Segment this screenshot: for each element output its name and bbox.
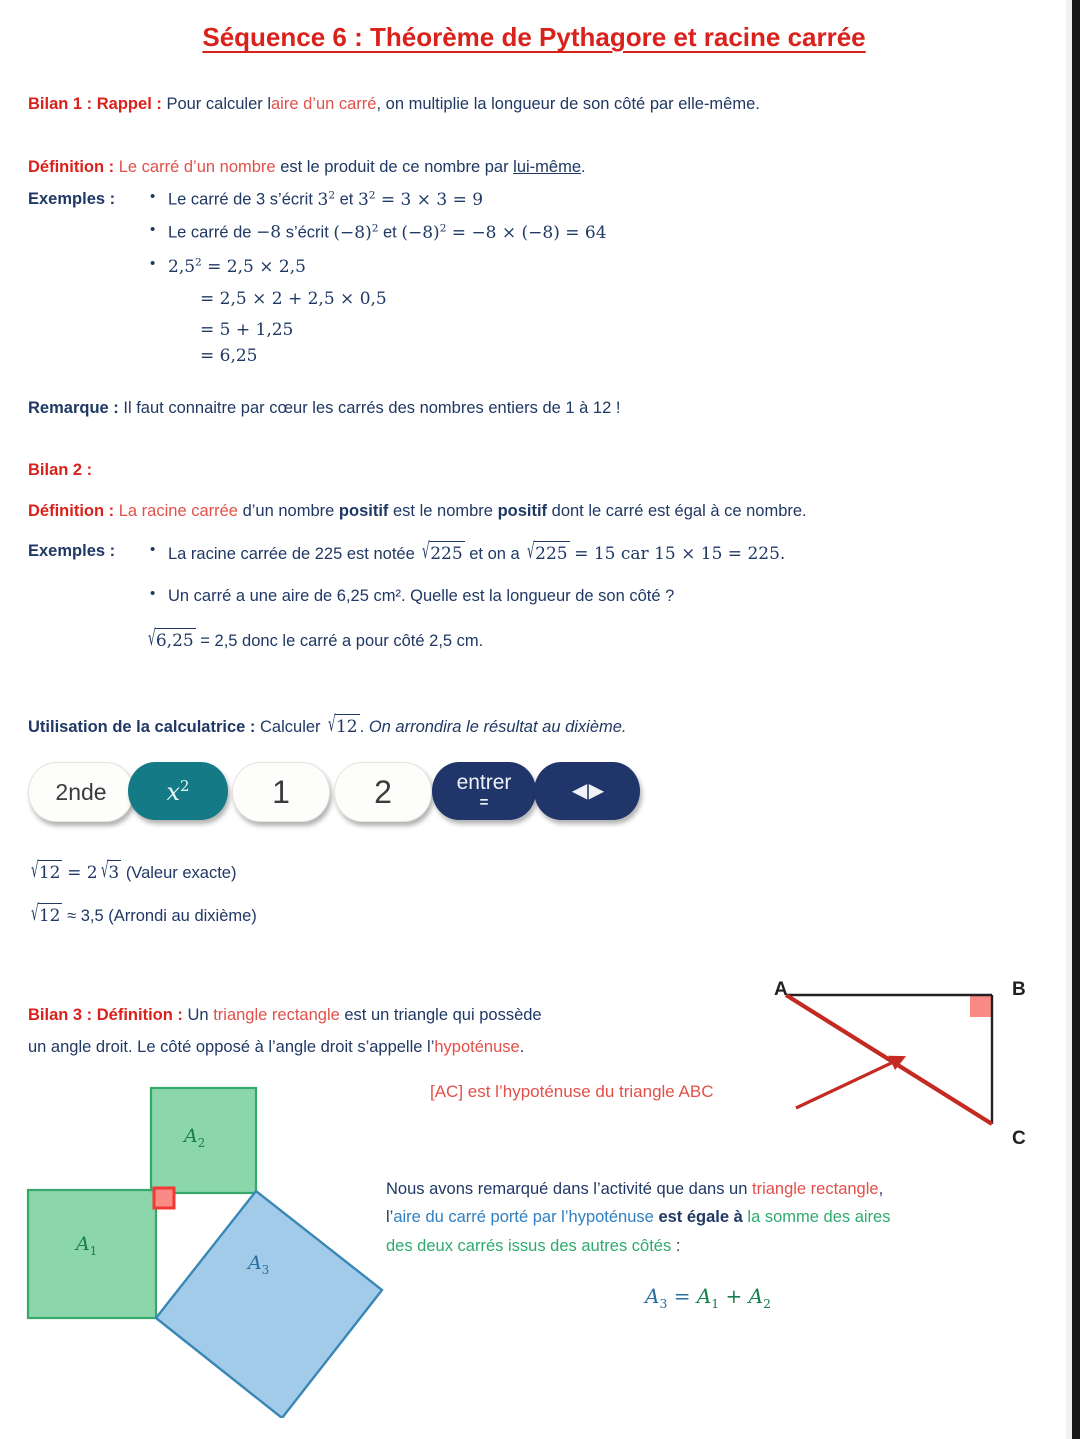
examples1-cont-0: = 2,5 × 2 + 2,5 × 0,5 [200,289,387,309]
formula-a2: $A_2$ [748,1284,771,1311]
bilan1-highlight: aire d’un carré [271,95,377,113]
remarque-line [28,397,620,419]
vertex-label-b: B [1012,979,1026,1000]
result-rounded-rest: ≈ 3,5 (Arrondi au dixième) [67,907,257,925]
calc-key-2-label: 2 [374,774,392,810]
bilan3-text-a: Un [187,1006,209,1024]
definition2-text-b: d’un nombre [242,502,335,520]
conclusion-line1-a: Nous avons remarqué dans l’activité que dans un [386,1180,748,1198]
right-angle-marker [970,995,992,1017]
sqrt-625: √6,25 [148,625,194,652]
definition1-underlined: lui-même [513,158,582,176]
bilan3-label: Bilan 3 : Définition : [28,1006,183,1024]
calc-key-2nde-label: 2nde [55,778,107,805]
definition2-bold2: positif [497,502,548,520]
bilan3-highlight1: triangle rectangle [213,1006,340,1024]
right-angle-marker-squares [154,1188,174,1208]
examples2-item1-a: La racine carrée de 225 est notée [168,545,415,563]
examples2-label: Exemples : [28,542,116,560]
examples2-item3-text: = 2,5 donc le carré a pour côté 2,5 cm. [200,632,484,650]
definition1-line [28,156,586,178]
examples1-item-1: • Le carré de −8 s’écrit $(-8)^2$ et $(-8)^2 = -8 \times (-8) = 64$ [168,221,607,245]
examples1-cont-2: = 6,25 [200,346,258,366]
vertex-label-a: A [774,979,788,1000]
formula-a3: $A_3$ [645,1284,668,1311]
calc-key-arrows-label: ◀ ▶ [571,780,603,802]
sqrt-12-exact: √12 [31,857,61,884]
examples2-item-0 [168,538,786,566]
bilan3-line1 [28,1004,542,1026]
bilan3-line2 [28,1036,524,1058]
definition2-text-c: est le nombre [393,502,493,520]
calc-key-1[interactable] [232,762,330,822]
conclusion-line2 [386,1206,1016,1228]
page-title: Séquence 6 : Théorème de Pythagore et racine carrée [202,22,866,52]
definition2-text-a: La racine carrée [118,502,238,520]
definition1-text-a: Le carré d’un nombre [118,158,276,176]
formula-a1: $A_1$ [696,1284,720,1311]
examples2-item1-c: = 15 car 15 × 15 = 225. [574,544,786,564]
conclusion-line2-green: la somme des aires [747,1208,891,1227]
definition2-bold1: positif [338,502,389,520]
bilan1-line [28,93,760,115]
square-a3 [156,1191,382,1418]
remarque-text: Il faut connaitre par cœur les carrés des nombres entiers de 1 à 12 ! [123,399,621,417]
square-label-a2: $A_2$ [184,1125,206,1150]
square-label-a1: $A_1$ [76,1233,98,1258]
bilan3-text-b: est un triangle qui possède [344,1006,542,1024]
bilan1-text-a: Pour calculer l [166,95,271,113]
calc-key-square[interactable] [128,762,228,820]
result-exact-line [28,857,237,885]
sqrt-3-exact: √3 [100,857,120,884]
calc-key-arrows[interactable] [534,762,640,820]
page-edge-shadow [1072,0,1080,1439]
conclusion-line2-b: est égale à [658,1208,743,1227]
calculatrice-label: Utilisation de la calculatrice : [28,718,256,736]
conclusion-line3 [386,1235,1016,1257]
sqrt-225-second: √225 [527,538,568,565]
conclusion-line1-b: , [878,1180,884,1198]
examples2-item-2 [145,625,484,653]
calc-key-entrer[interactable] [432,762,536,820]
formula-plus: + [725,1284,743,1308]
calc-key-entrer-label: entrer [456,771,512,794]
conclusion-line2-a: l’ [386,1208,394,1227]
bilan1-label: Bilan 1 : Rappel : [28,95,162,113]
examples1-label: Exemples : [28,190,116,208]
segment-ac-hypotenuse [786,995,992,1124]
examples2-item-1: • Un carré a une aire de 6,25 cm². Quelle est la longueur de son côté ? [168,585,674,607]
bilan1-text-b: , on multiplie la longueur de son côté par elle-même. [376,95,760,113]
sqrt-12-statement: √12 [328,711,358,738]
bilan3-line2-b: . [519,1038,525,1056]
bilan3-line2-a: un angle droit. Le côté opposé à l’angle droit s’appelle l’ [28,1038,435,1056]
examples1-item-2: • $2,5^2 = 2,5 \times 2,5$ [168,255,306,279]
definition2-line [28,500,807,522]
definition1-text-c: . [581,158,586,176]
examples1-cont-1: = 5 + 1,25 [200,320,294,340]
calc-key-2nde[interactable] [28,762,134,822]
examples1-item-0: • Le carré de 3 s’écrit $3^2$ et $3^2 = 3 \times 3 = 9$ [168,188,483,212]
definition2-text-d: dont le carré est égal à ce nombre. [551,502,807,520]
sqrt-225-first: √225 [422,538,463,565]
bilan3-highlight2: hypoténuse [434,1038,520,1056]
triangle-abc-diagram [752,962,1052,1162]
conclusion-line1-red: triangle rectangle [751,1180,879,1198]
examples2-item1-b: et on a [469,545,520,563]
bilan2-label: Bilan 2 : [28,461,93,479]
hypotenuse-annotation: [AC] est l’hypoténuse du triangle ABC [430,1082,714,1101]
calculatrice-text-b: . [359,718,365,736]
conclusion-line1 [386,1178,1016,1200]
conclusion-line3-green: des deux carrés issus des autres côtés [386,1236,672,1255]
calculatrice-line [28,711,627,739]
remarque-label: Remarque : [28,399,119,417]
definition1-label: Définition : [28,158,115,176]
calc-key-2[interactable] [334,762,432,822]
conclusion-line2-blue: aire du carré porté par l’hypoténuse [393,1208,654,1227]
vertex-label-c: C [1012,1128,1026,1149]
pythagoras-formula [645,1283,771,1313]
calculatrice-text-a: Calculer [260,718,321,736]
calculatrice-italic: On arrondira le résultat au dixième. [368,718,627,736]
definition2-label: Définition : [28,502,115,520]
conclusion-line3-b: : [675,1236,681,1255]
formula-eq: = [673,1284,691,1308]
square-label-a3: $A_3$ [248,1252,270,1277]
calc-key-1-label: 1 [272,774,290,810]
result-rounded-line [28,900,257,928]
calc-key-square-label: $x^2$ [166,776,190,806]
sqrt-12-rounded: √12 [31,900,61,927]
result-exact-note: (Valeur exacte) [125,864,237,882]
result-exact-rest: = 2 [67,863,98,883]
definition1-text-b: est le produit de ce nombre par [280,158,509,176]
calc-key-entrer-sublabel: = [479,794,489,811]
conclusion-block [386,1178,1016,1257]
